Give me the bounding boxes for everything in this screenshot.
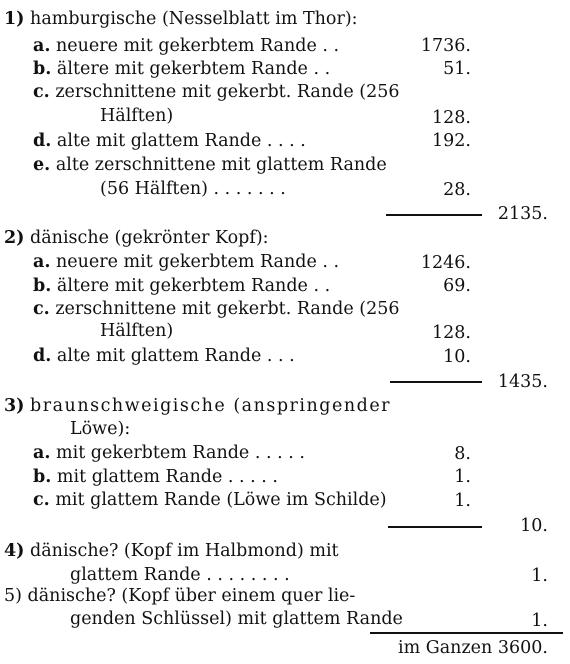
s1-item-c-cont: Hälften) <box>100 106 174 126</box>
s1-item-d: d. alte mit glattem Rande . . . . <box>33 131 306 151</box>
s3-item-b: b. mit glattem Rande . . . . . <box>33 467 278 487</box>
section-3-heading-cont: Löwe): <box>70 419 131 439</box>
s2-item-a: a. neuere mit gekerbtem Rande . . <box>33 252 340 272</box>
s2-item-b: b. ältere mit gekerbtem Rande . . <box>33 276 331 296</box>
s3-total: 10. <box>520 516 548 536</box>
s2-item-c-value: 128. <box>432 323 471 343</box>
s3-item-a: a. mit gekerbtem Rande . . . . . <box>33 443 305 463</box>
s3-item-c-value: 1. <box>454 491 471 511</box>
subtotal-rule-2 <box>390 381 482 383</box>
section-1-heading: 1) hamburgische (Nesselblatt im Thor): <box>4 9 358 29</box>
grand-total: im Ganzen 3600. <box>398 638 548 658</box>
s1-item-e-cont: (56 Hälften) . . . . . . . <box>100 179 286 199</box>
section-5-heading: 5) dänische? (Kopf über einem quer lie- <box>4 586 356 606</box>
subtotal-rule-3 <box>388 526 482 528</box>
subtotal-rule-1 <box>386 214 482 216</box>
grand-total-rule <box>370 632 563 634</box>
section-5-heading-cont: genden Schlüssel) mit glattem Rande <box>70 609 403 629</box>
s4-total: 1. <box>531 566 548 586</box>
s1-item-a-value: 1736. <box>420 36 471 56</box>
s1-item-c: c. zerschnittene mit gekerbt. Rande (256 <box>33 82 400 102</box>
section-4-heading-cont: glattem Rande . . . . . . . . <box>70 565 290 585</box>
s2-item-d-value: 10. <box>443 347 471 367</box>
s1-item-a: a. neuere mit gekerbtem Rande . . <box>33 36 340 56</box>
s2-item-a-value: 1246. <box>420 253 471 273</box>
s3-item-b-value: 1. <box>454 467 471 487</box>
s1-item-c-value: 128. <box>432 108 471 128</box>
s1-item-b-value: 51. <box>443 59 471 79</box>
s1-item-d-value: 192. <box>432 131 471 151</box>
section-3-heading: 3) braunschweigische (anspringender <box>4 396 392 416</box>
s2-item-c: c. zerschnittene mit gekerbt. Rande (256 <box>33 299 400 319</box>
s2-item-b-value: 69. <box>443 276 471 296</box>
s5-total: 1. <box>531 611 548 631</box>
s3-item-c: c. mit glattem Rande (Löwe im Schilde) <box>33 490 387 510</box>
section-2-heading: 2) dänische (gekrönter Kopf): <box>4 228 269 248</box>
s1-item-e: e. alte zerschnittene mit glattem Rande <box>33 155 387 175</box>
s2-item-d: d. alte mit glattem Rande . . . <box>33 346 295 366</box>
s2-item-c-cont: Hälften) <box>100 321 174 341</box>
s2-total: 1435. <box>497 372 548 392</box>
s1-item-e-value: 28. <box>443 180 471 200</box>
s1-item-b: b. ältere mit gekerbtem Rande . . <box>33 59 331 79</box>
s1-total: 2135. <box>497 204 548 224</box>
section-4-heading: 4) dänische? (Kopf im Halbmond) mit <box>4 541 339 561</box>
s3-item-a-value: 8. <box>454 444 471 464</box>
